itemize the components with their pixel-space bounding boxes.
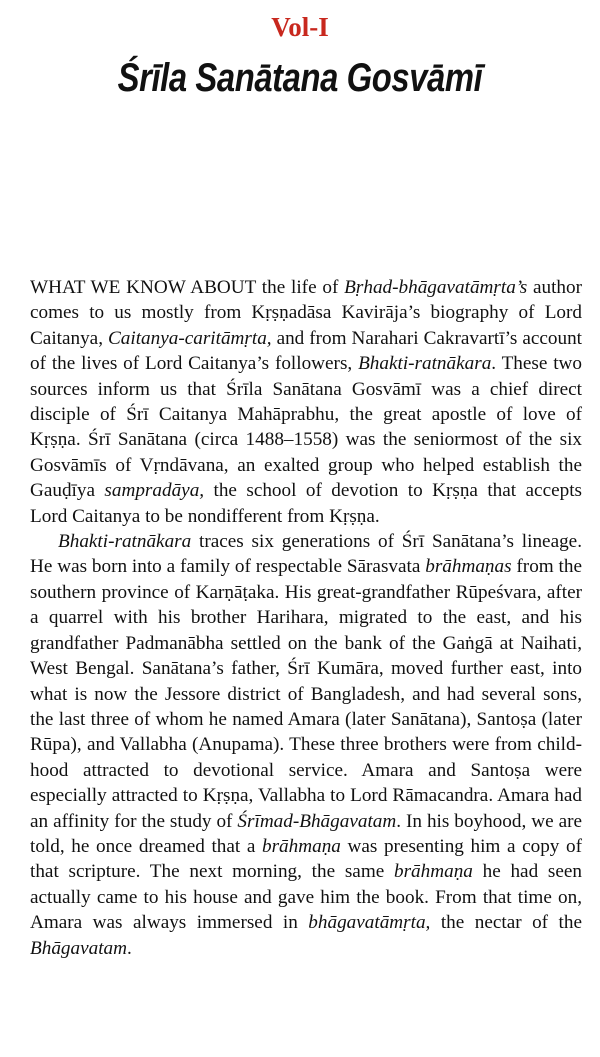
text-run: from the southern province of Karṇāṭaka. His great-grandfather Rūpeśvara, after a quarrel with his brother Harihara, migrated to the east, and his grandfather Padmanābha settled on the bank of the Gaṅgā at Naihati, West Bengal. Sanātana’s father, Śrī Kumāra, moved further east, into what is now the Jessore district of Bangladesh, and had several sons, the last three of whom he named Amara (later Sanātana), Santoṣa (later Rūpa), and Vallabha (Anupama). These three brothers were from childhood attracted to devotional service. Amara and Santoṣa were especially attracted to Kṛṣṇa, Vallabha to Lord Rāmacandra. Amara had an affinity for the study of (30, 556, 583, 832)
text-run: traces six generations of Śrī Sanātana’s lineage. He was born into a family of respectable Sārasvata (30, 531, 582, 578)
text-run: . (127, 937, 132, 959)
text-run: he had seen actually came to his house and gave him the book. From that time on, Amara was always immersed in (30, 861, 582, 934)
italic-run: Caitanya-caritāmṛta, (107, 327, 272, 349)
text-run: was presenting him a copy of that scripture. The next morning, the same (30, 835, 582, 883)
text-run: . In his boyhood, we are told, he once dreamed that a (30, 810, 582, 857)
italic-run: Bhakti-ratnākara (58, 531, 192, 553)
text-run: the nectar of the (430, 912, 582, 934)
italic-run: sampradāya, (104, 480, 205, 502)
chapter-title: Śrīla Sanātana Gosvāmī (117, 56, 483, 100)
text-run: . These two sources inform us that Śrīla Sanātana Gosvāmī was a chief direct disciple of Śrī Caitanya Mahāprabhu, the great apostle of love of Kṛṣṇa. Śrī Sanātana (circa 1488–1558) was the seniormost of the six Gosvāmīs of Vṛndāvana, an exalted group who helped establish the Gauḍīya (30, 353, 583, 502)
paragraph-1 (30, 275, 582, 529)
italic-run: Bhakti-ratnākara (358, 353, 492, 375)
chapter-body (30, 275, 582, 961)
italic-run: brāhmaṇa (262, 835, 341, 857)
text-run: WHAT WE KNOW ABOUT the life of (30, 277, 345, 298)
italic-run: brāhmaṇas (425, 556, 512, 578)
volume-label: Vol-I (271, 12, 329, 42)
italic-run: brāhmaṇa (394, 861, 473, 883)
paragraph-2 (30, 529, 582, 961)
text-run: and from Narahari Cakravartī’s account of the lives of Lord Caitanya’s followers, (30, 327, 582, 375)
italic-run: bhāgavatāmṛta, (308, 912, 431, 934)
text-run: the school of devotion to Kṛṣṇa that accepts Lord Caitanya to be nondifferent from Kṛṣṇa. (30, 480, 582, 527)
italic-run: Śrīmad-Bhāgavatam (237, 810, 397, 832)
italic-run: Bhāgavatam (30, 937, 127, 959)
italic-run: Bṛhad-bhāgavatāmṛta’s (344, 277, 528, 298)
text-run: author comes to us mostly from Kṛṣṇadāsa Kavirāja’s biography of Lord Caitanya, (30, 277, 582, 349)
